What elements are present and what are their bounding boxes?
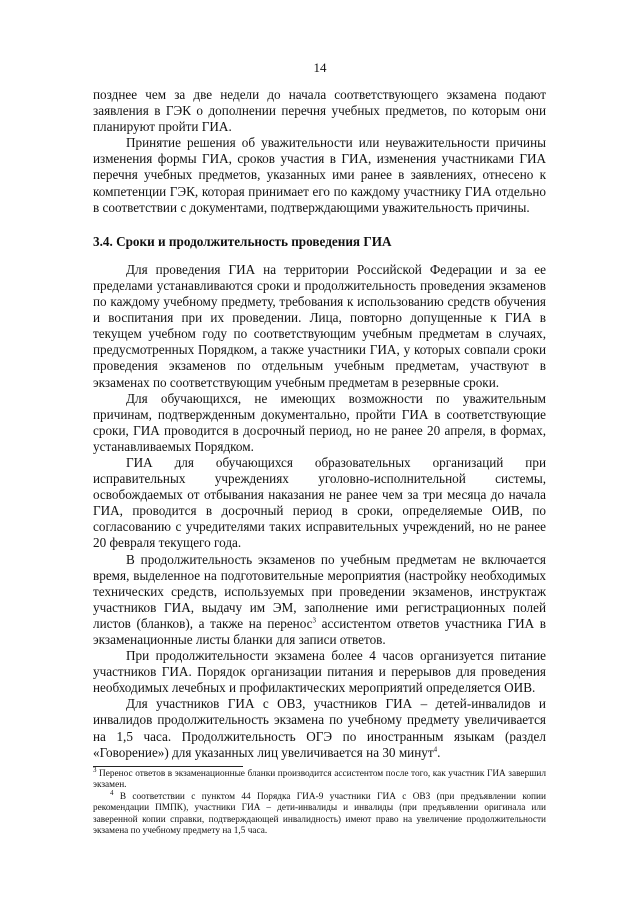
footnote-mark: 3 xyxy=(93,765,97,774)
footnote-4 xyxy=(93,788,546,838)
footnote-text: Перенос ответов в экзаменационные бланки производится ассистентом после того, как участник ГИА завершил экзамен. xyxy=(93,769,546,791)
paragraph-duration-exclusions xyxy=(93,552,546,649)
paragraph-terms: Для проведения ГИА на территории Российской Федерации и за ее пределами устанавливаются сроки и продолжительность проведения экзаменов по каждому учебному предмету, требования к использованию средств обучения и воспитания при их проведении. Лица, повторно допущенные к ГИА в текущем учебном году по соответствующим учебным предметам в случаях, предусмотренных Порядком, а также участники ГИА, у которых совпали сроки проведения экзаменов по отдельным учебным предметам, участвуют в экзаменах по соответствующим учебным предметам в резервные сроки. xyxy=(93,261,546,390)
paragraph-decision: Принятие решения об уважительности или неуважительности причины изменения формы ГИА, сроков участия в ГИА, изменения участниками ГИА перечня учебных предметов, указанных ими ранее в заявлениях, отнесено к компетенции ГЭК, которая принимает его по каждому участнику ГИА отдельно в соответствии с документами, подтверждающими уважительность причины. xyxy=(93,135,546,215)
footnote-3 xyxy=(93,765,546,792)
footnote-ref-4: 4 xyxy=(433,745,438,754)
paragraph-meals: При продолжительности экзамена более 4 часов организуется питание участников ГИА. Порядок организации питания и перерывов для проведения необходимых лечебных и профилактических мероприятий определяется ОИВ. xyxy=(93,648,546,696)
footnotes xyxy=(93,765,546,837)
paragraph-text: . xyxy=(437,744,441,760)
paragraph-text: Для участников ГИА с ОВЗ, участников ГИА – детей-инвалидов и инвалидов продолжительность экзамена по учебному предмету увеличивается на 1,5 часа. Продолжительность ОГЭ по иностранным языкам (раздел «Говорение») для указанных лиц увеличивается на 30 минут xyxy=(93,696,546,760)
paragraph-ovz xyxy=(93,696,546,760)
main-text xyxy=(93,87,546,761)
paragraph-text: ассистентом ответов участника ГИА в экзаменационные листы бланки для записи ответов. xyxy=(93,615,546,647)
paragraph-early-period: Для обучающихся, не имеющих возможности по уважительным причинам, подтвержденным документально, пройти ГИА в соответствующие сроки, ГИА проводится в досрочный период, но не ранее 20 апреля, в формах, устанавливаемых Порядком. xyxy=(93,390,546,454)
footnote-ref-3: 3 xyxy=(312,616,317,625)
paragraph-correctional: ГИА для обучающихся образовательных организаций при исправительных учреждениях уголовно-исполнительной системы, освобождаемых от отбывания наказания не ранее чем за три месяца до начала ГИА, проводится в досрочный период в сроки, определяемые ОИВ, по согласованию с учредителями таких исправительных учреждений, но не ранее 20 февраля текущего года. xyxy=(93,454,546,551)
paragraph-continuation: позднее чем за две недели до начала соответствующего экзамена подают заявления в ГЭК о дополнении перечня учебных предметов, по которым они планируют пройти ГИА. xyxy=(93,87,546,135)
page-number: 14 xyxy=(313,60,327,75)
section-heading: 3.4. Сроки и продолжительность проведения ГИА xyxy=(93,233,392,249)
footnote-mark: 4 xyxy=(110,788,114,797)
footnote-text: В соответствии с пунктом 44 Порядка ГИА-9 участники ГИА с ОВЗ (при предъявлении копии рекомендации ПМПК), участники ГИА – дети-инвалиды и инвалиды (при предъявлении оригинала или заверенной копии справки, подтверждающей инвалидность) имеют право на увеличение продолжительности экзамена по учебному предмету на 1,5 часа. xyxy=(93,791,546,837)
paragraph-text: В продолжительность экзаменов по учебным предметам не включается время, выделенное на подготовительные мероприятия (настройку необходимых технических средств, используемых при проведении экзаменов, инструктаж участников ГИА, выдачу им ЭМ, заполнение ими регистрационных полей листов (бланков), а также на перенос xyxy=(93,551,546,631)
footnote-divider xyxy=(93,766,243,767)
